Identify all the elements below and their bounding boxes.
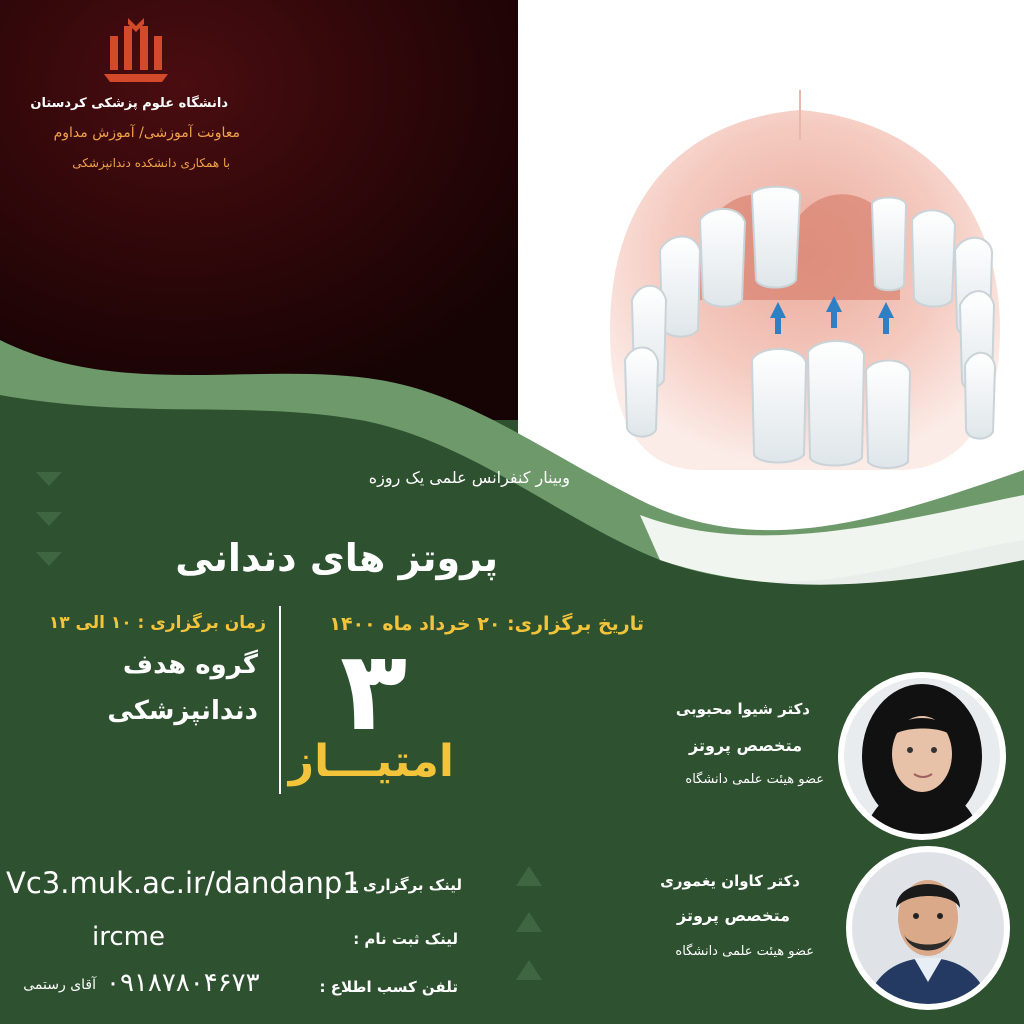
collaboration-text: با همکاری دانشکده دندانپزشکی: [72, 156, 230, 170]
speaker-1-photo: [838, 672, 1006, 840]
venue-link-label: لینک برگزاری :: [351, 876, 462, 894]
speaker-1-name: دکتر شیوا محبوبی: [675, 700, 810, 718]
speaker-1-specialty: متخصص پروتز: [689, 736, 802, 755]
triangle-up-icon: [516, 866, 542, 886]
contact-name: آقای رستمی: [23, 977, 96, 993]
venue-link-value[interactable]: Vc3.muk.ac.ir/dandanp1: [6, 866, 361, 900]
triangle-up-icon: [516, 912, 542, 932]
triangle-down-icon: [36, 472, 62, 486]
phone-label: تلفن کسب اطلاع :: [319, 978, 458, 996]
points-label: امتیـــاز: [288, 736, 454, 787]
event-subtitle: وبینار کنفرانس علمی یک روزه: [368, 468, 570, 487]
target-group-value: دندانپزشکی: [107, 696, 258, 726]
speaker-2-name: دکتر کاوان یغموری: [660, 872, 800, 890]
phone-number[interactable]: ۰۹۱۸۷۸۰۴۶۷۳: [106, 968, 260, 998]
speaker-2-specialty: متخصص پروتز: [677, 906, 790, 925]
event-title: پروتز های دندانی: [175, 536, 498, 580]
target-group-label: گروه هدف: [122, 650, 258, 680]
speaker-1-position: عضو هیئت علمی دانشگاه: [685, 772, 824, 787]
event-date: تاریخ برگزاری: ۲۰ خرداد ماه ۱۴۰۰: [329, 613, 644, 635]
triangle-down-icon: [36, 512, 62, 526]
triangle-down-icon: [36, 552, 62, 566]
speaker-2-photo: [846, 846, 1010, 1010]
speaker-2-position: عضو هیئت علمی دانشگاه: [675, 944, 814, 959]
register-link-value[interactable]: ircme: [92, 922, 165, 952]
triangle-up-icon: [516, 960, 542, 980]
register-link-label: لینک ثبت نام :: [353, 930, 458, 948]
points-number: ۳: [340, 627, 408, 755]
event-time: زمان برگزاری : ۱۰ الی ۱۳: [48, 613, 266, 633]
vertical-divider: [279, 606, 281, 794]
university-name: دانشگاه علوم پزشکی کردستان: [30, 96, 228, 111]
deputy-name: معاونت آموزشی/ آموزش مداوم: [53, 125, 240, 141]
university-logo-icon: [104, 18, 168, 88]
